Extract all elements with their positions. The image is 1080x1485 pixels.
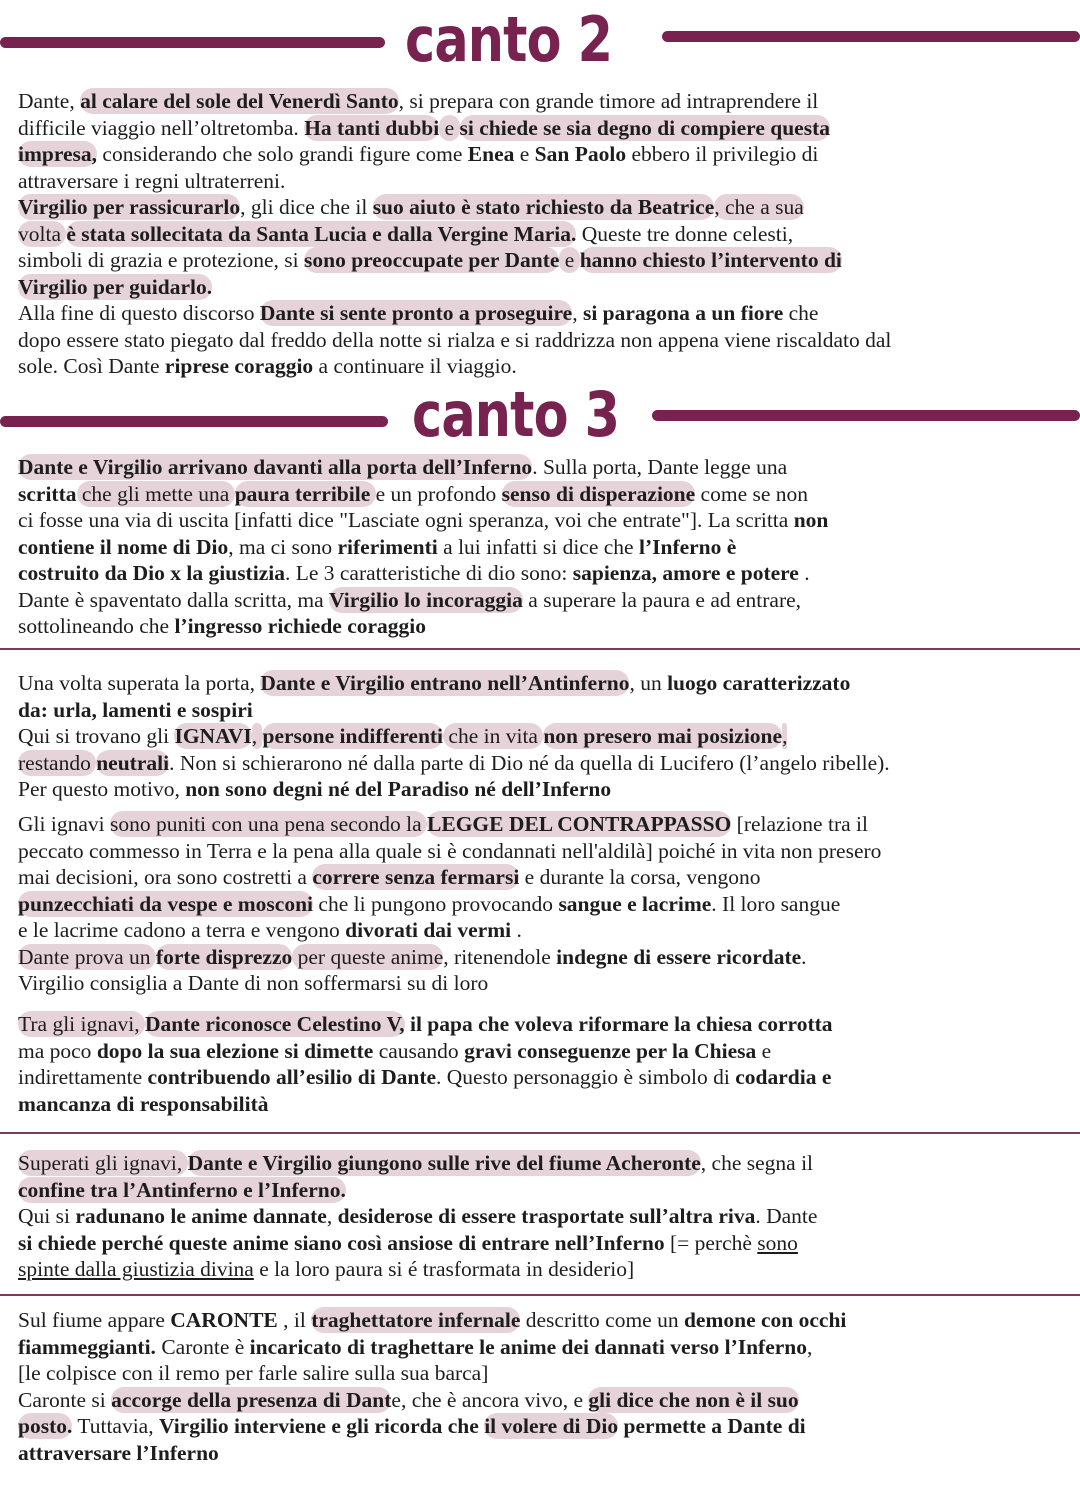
text-line [18,1440,846,1467]
bold-text: l’Inferno è [638,534,737,559]
heading-rule-right [652,410,1080,421]
highlighted-text: punzecchiati da vespe e mosconi [18,891,314,916]
text-line [18,327,891,354]
text-span: Tuttavia, [72,1414,159,1438]
text-line [18,1038,833,1065]
highlighted-text: , [251,724,263,748]
text-span: Gli ignavi [18,812,110,836]
highlighted-text: Dante prova un [18,944,156,969]
highlighted-text: che in vita [443,724,544,748]
text-span: . [511,918,522,942]
text-span: . Questo personaggio è simbolo di [436,1065,736,1089]
text-line [18,1177,817,1204]
section-divider [0,1132,1080,1134]
text-line [18,587,828,614]
text-span: descritto come un [520,1308,684,1332]
text-line [18,1256,817,1283]
text-span: Queste tre donne celesti, [576,221,794,246]
bold-text: l’ingresso richiede coraggio [174,614,427,638]
highlighted-text: Dante e Virgilio arrivano davanti alla porta dell’Inferno [18,455,533,479]
bold-text: mancanza di responsabilità [18,1091,269,1116]
bold-text: desiderose di essere trasportate sull’altra riva [337,1204,756,1228]
caronte-section [18,1307,846,1466]
text-line [18,353,891,380]
bold-text: luogo caratterizzato [667,671,851,695]
section-divider [0,648,1080,650]
text-line [18,891,881,918]
highlighted-text: restando [18,750,97,775]
text-span: . Non si schierarono né dalla parte di Dio né da quella di Lucifero (l’angelo ribelle). [169,750,890,775]
highlighted-text: paura terribile [234,481,376,506]
text-span: , che segna il [700,1151,814,1175]
bold-text: codardia e [735,1065,832,1089]
text-span: [le colpisce con il remo per farle salire sulla sua barca] [18,1361,489,1385]
highlighted-text: , che a sua [714,195,804,219]
text-span: Sul fiume appare [18,1308,171,1332]
porta-inferno-section [18,454,828,640]
highlighted-text: gli dice che non è il suo [588,1387,799,1412]
highlighted-text: persone indifferenti [262,724,444,748]
highlighted-text: forte disprezzo [155,944,293,969]
text-line [18,776,890,803]
highlighted-text: Dante riconosce Celestino V, [145,1012,405,1036]
highlighted-text: posto. [18,1414,73,1438]
highlighted-text: Dante si sente pronto a proseguire [259,301,573,325]
text-line [18,1334,846,1361]
text-line [18,1413,846,1440]
highlighted-text: traghettatore infernale [311,1308,521,1332]
bold-text: CARONTE [170,1308,278,1332]
canto-3-title: canto 3 [412,378,620,451]
text-line [18,194,891,221]
text-line [18,141,891,168]
text-line [18,864,881,891]
text-line [18,1091,833,1118]
text-span: . Le 3 caratteristiche di dio sono: [284,561,573,585]
text-span: Dante è spaventato dalla scritta, ma [18,587,330,612]
text-span: , il [277,1308,312,1332]
heading-rule-left [0,416,388,427]
highlighted-text: che gli mette una [76,481,235,506]
text-span: . Dante [755,1204,818,1228]
bold-text: costruito da Dio x la giustizia [18,561,285,585]
highlighted-text: il volere di Dio [484,1414,619,1438]
text-line [18,507,828,534]
contrappasso-section [18,811,881,997]
text-line [18,697,890,724]
canto-2-summary [18,88,891,380]
highlighted-text: Superati gli ignavi, [18,1151,188,1175]
text-line [18,838,881,865]
text-line [18,1203,817,1230]
bold-text: gravi conseguenze per la Chiesa [464,1038,757,1063]
bold-text: Enea [467,142,515,166]
text-span: sottolineando che [18,614,175,638]
text-span: difficile viaggio nell’oltretomba. [18,115,305,140]
highlighted-text: e [439,115,460,140]
highlighted-text: Tra gli ignavi, [18,1012,146,1036]
text-span: ebbero il privilegio di [626,142,819,166]
bold-text: si chiede perché queste anime siano così ansiose di entrare nell’Inferno [18,1230,665,1255]
highlighted-text: suo aiuto è stato richiesto da Beatrice [372,195,715,219]
heading-rule-right [662,31,1080,42]
bold-text: fiammeggianti. [18,1334,156,1359]
highlighted-text: hanno chiesto l’intervento di [579,248,842,272]
text-span: , [807,1334,813,1359]
text-line [18,613,828,640]
text-span: e le lacrime cadono a terra e vengono [18,918,346,942]
text-line [18,1150,817,1177]
text-span: e [756,1038,772,1063]
text-span: peccato commesso in Terra e la pena alla quale si è condannati nell'aldilà] poiché in vita non presero [18,838,882,863]
text-span: Alla fine di questo discorso [18,301,260,325]
bold-text: riferimenti [337,534,438,559]
bold-text: riprese coraggio [164,354,314,378]
text-span: Qui si trovano gli [18,724,175,748]
highlighted-text: Virgilio per guidarlo. [18,274,213,299]
highlighted-text: per queste anime [292,944,444,969]
bold-text: sangue e lacrime [558,891,712,916]
bold-text: indegne di essere ricordate [556,944,802,969]
text-span: Qui si [18,1204,76,1228]
text-span: dopo essere stato piegato dal freddo della notte si rialza e si raddrizza non appena viene riscaldato dal [18,327,892,352]
highlighted-text: volta [18,221,67,246]
text-span: Per questo motivo, [18,777,186,801]
text-line [18,168,891,195]
highlighted-text: non presero mai posizione [543,724,783,748]
text-span: , [572,301,583,325]
highlighted-text: impresa, [18,142,98,166]
highlighted-text: sono preoccupate per Dante [304,248,560,272]
text-span: mai decisioni, ora sono costretti a [18,865,313,889]
text-line [18,481,828,508]
highlighted-text: senso di disperazione [501,481,696,506]
highlighted-text: Dante e Virgilio entrano nell’Antinferno [260,671,630,695]
text-line [18,1307,846,1334]
text-span: a superare la paura e ad entrare, [522,587,802,612]
bold-text: non [793,508,829,532]
text-line [18,1011,833,1038]
text-line [18,750,890,777]
text-line [18,247,891,274]
text-span: Una volta superata la porta, [18,671,261,695]
bold-text: contiene il nome di Dio [18,534,229,559]
text-span: considerando che solo grandi figure come [97,142,468,166]
highlighted-text: Virgilio lo incoraggia [329,587,523,612]
text-span: e la loro paura si é trasformata in desiderio] [253,1257,635,1281]
text-span: sono [757,1230,798,1255]
bold-text: dopo la sua elezione si dimette [96,1038,374,1063]
text-span: causando [373,1038,465,1063]
text-line [18,560,828,587]
bold-text: incaricato di traghettare le anime dei dannati verso l’Inferno [249,1334,808,1359]
text-line [18,300,891,327]
highlighted-text: sono puniti con una pena secondo la [109,812,428,836]
text-span: . Sulla porta, Dante legge una [532,455,788,479]
text-span: , un [629,671,668,695]
highlighted-text: Dante e Virgilio giungono sulle rive del fiume Acheronte [187,1151,701,1175]
text-span: e, che è ancora vivo, e [391,1387,589,1412]
acheronte-section [18,1150,817,1283]
antinferno-section [18,670,890,803]
text-span: Caronte si [18,1387,112,1412]
canto-2-heading [0,5,1080,75]
text-line [18,670,890,697]
text-span: attraversare i regni ultraterreni. [18,168,286,193]
text-span: che [783,301,819,325]
text-line [18,88,891,115]
text-span: come se non [695,481,809,506]
highlighted-text: al calare del sole del Venerdì Santo [80,89,399,113]
text-line [18,1230,817,1257]
highlighted-text: Virgilio per rassicurarlo [18,195,241,219]
section-divider [0,1294,1080,1296]
text-span: [relazione tra il [731,812,868,836]
text-span: , gli dice che il [240,195,373,219]
text-span: , ma ci sono [228,534,338,559]
text-span: spinte dalla giustizia divina [18,1257,254,1281]
text-span: . Il loro sangue [711,891,841,916]
text-line [18,115,891,142]
text-span: , ritenendole [443,944,557,969]
bold-text: radunano le anime dannate [75,1204,327,1228]
text-span: e un profondo [375,481,502,506]
text-line [18,534,828,561]
text-span: , si prepara con grande timore ad intraprendere il [398,89,819,113]
text-span: che li pungono provocando [313,891,559,916]
text-line [18,811,881,838]
highlighted-text: e [559,248,580,272]
text-span: Virgilio consiglia a Dante di non soffermarsi su di loro [18,971,489,995]
text-span: ci fosse una via di uscita [infatti dice "Lasciate ogni speranza, voi che entrate"]. La scritta [18,508,794,532]
text-span: . [798,561,810,585]
bold-text: scritta [18,481,77,506]
bold-text: contribuendo all’esilio di Dante [147,1065,437,1089]
text-line [18,221,891,248]
text-line [18,274,891,301]
text-span: e durante la corsa, vengono [519,865,761,889]
text-line [18,970,881,997]
bold-text: sapienza, amore e potere [572,561,799,585]
highlighted-text: IGNAVI [174,724,252,748]
highlighted-text: Ha tanti dubbi [304,115,440,140]
text-span: a lui infatti si dice che [437,534,639,559]
canto-3-heading [0,380,1080,450]
text-line [18,917,881,944]
highlighted-text: LEGGE DEL CONTRAPPASSO [427,812,732,836]
highlighted-text: è stata sollecitata da Santa Lucia e dalla Vergine Maria. [66,221,577,246]
text-line [18,723,890,750]
highlighted-text: si chiede se sia degno di compiere questa [459,115,830,140]
text-span: Caronte è [155,1334,250,1359]
bold-text: da: urla, lamenti e sospiri [18,697,253,722]
bold-text: non sono degni né del Paradiso né dell’Inferno [185,777,612,801]
bold-text: divorati dai vermi [345,918,512,942]
highlighted-text: confine tra l’Antinferno e l’Inferno. [18,1177,346,1202]
heading-rule-left [0,37,385,48]
highlighted-text: correre senza fermarsi [312,865,520,889]
text-span: ma poco [18,1038,97,1063]
text-line [18,1387,846,1414]
bold-text: attraversare l’Inferno [18,1440,219,1465]
text-span: indirettamente [18,1065,148,1089]
highlighted-text: neutrali [96,750,170,775]
highlighted-text: , [782,724,788,748]
bold-text: si paragona a un fiore [582,301,784,325]
bold-text: Virgilio interviene e gli ricorda che [158,1414,485,1438]
celestino-section [18,1011,833,1117]
text-span: . [801,944,807,969]
text-line [18,1360,846,1387]
text-line [18,454,828,481]
text-span: , [326,1204,338,1228]
text-span: e [514,142,535,166]
highlighted-text: accorge della presenza di Dant [111,1387,392,1412]
text-span: simboli di grazia e protezione, si [18,248,304,272]
text-span: [= perchè [664,1230,758,1255]
text-line [18,1064,833,1091]
text-span: sole. Così Dante [18,354,165,378]
bold-text: San Paolo [534,142,627,166]
text-span: a continuare il viaggio. [313,354,517,378]
bold-text: il papa che voleva riformare la chiesa corrotta [404,1012,833,1036]
canto-2-title: canto 2 [405,3,613,76]
bold-text: demone con occhi [683,1308,847,1332]
bold-text: permette a Dante di [618,1414,806,1438]
text-line [18,944,881,971]
text-span: Dante, [18,89,81,113]
